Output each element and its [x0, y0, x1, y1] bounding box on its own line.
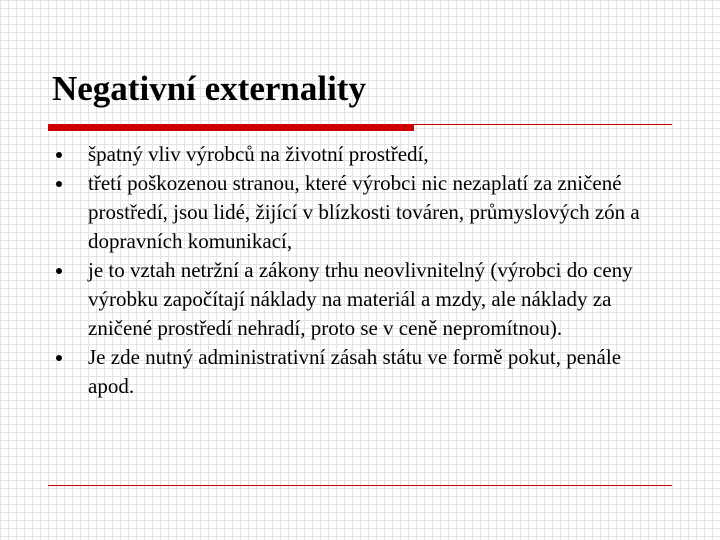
bullet-item: [52, 169, 662, 256]
title-accent-bar: [48, 124, 414, 131]
bullet-item: [52, 140, 662, 169]
bullet-item: [52, 343, 662, 401]
bullet-text: špatný vliv výrobců na životní prostředí,: [88, 142, 429, 166]
bullet-item: [52, 256, 662, 343]
bullet-text: třetí poškozenou stranou, které výrobci nic nezaplatí za zničené prostředí, jsou lidé, žijící v blízkosti továren, průmyslových zón a dopravních komunikací,: [88, 171, 640, 253]
bullet-dot-icon: [56, 181, 62, 187]
bullet-list: [52, 140, 662, 401]
bullet-text: Je zde nutný administrativní zásah státu ve formě pokut, penále apod.: [88, 345, 622, 398]
bullet-dot-icon: [56, 152, 62, 158]
bullet-dot-icon: [56, 268, 62, 274]
footer-divider-line: [48, 485, 672, 486]
bullet-text: je to vztah netržní a zákony trhu neovlivnitelný (výrobci do ceny výrobku započítají náklady na materiál a mzdy, ale náklady za zničené prostředí nehradí, proto se v ceně nepromítnou).: [88, 258, 633, 340]
slide-title: Negativní externality: [52, 69, 366, 108]
bullet-dot-icon: [56, 355, 62, 361]
